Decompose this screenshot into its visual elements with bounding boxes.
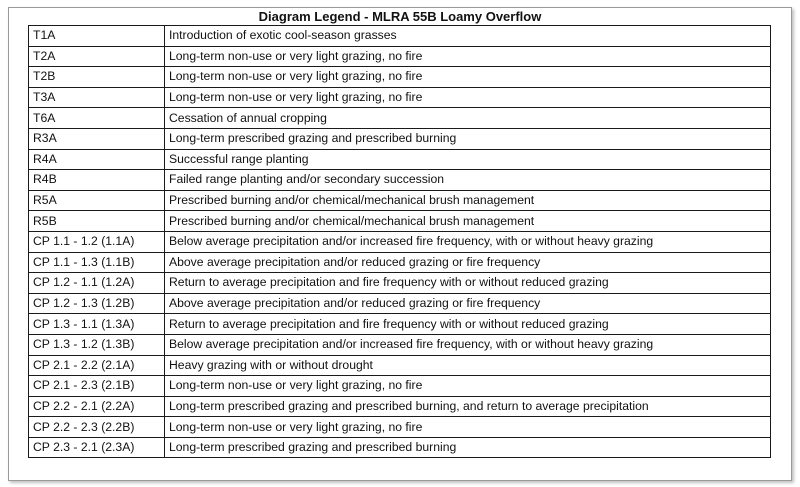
legend-description-cell: Prescribed burning and/or chemical/mechanical brush management	[165, 211, 771, 232]
legend-description-cell: Introduction of exotic cool-season grasses	[165, 26, 771, 47]
legend-description-cell: Return to average precipitation and fire frequency with or without reduced grazing	[165, 273, 771, 294]
legend-description-cell: Below average precipitation and/or increased fire frequency, with or without heavy grazing	[165, 334, 771, 355]
table-row	[29, 128, 771, 149]
table-row	[29, 334, 771, 355]
legend-code-cell: CP 2.2 - 2.3 (2.2B)	[29, 417, 165, 438]
legend-code-cell: CP 2.3 - 2.1 (2.3A)	[29, 437, 165, 458]
legend-code-cell: CP 1.1 - 1.3 (1.1B)	[29, 252, 165, 273]
table-row	[29, 437, 771, 458]
legend-code-cell: CP 1.1 - 1.2 (1.1A)	[29, 231, 165, 252]
table-row	[29, 149, 771, 170]
legend-description-cell: Long-term prescribed grazing and prescribed burning	[165, 128, 771, 149]
legend-description-cell: Long-term non-use or very light grazing, no fire	[165, 376, 771, 397]
legend-description-cell: Return to average precipitation and fire frequency with or without reduced grazing	[165, 314, 771, 335]
table-row	[29, 252, 771, 273]
legend-description-cell: Cessation of annual cropping	[165, 108, 771, 129]
legend-code-cell: T1A	[29, 26, 165, 47]
legend-code-cell: CP 2.2 - 2.1 (2.2A)	[29, 396, 165, 417]
table-row	[29, 108, 771, 129]
legend-code-cell: R4A	[29, 149, 165, 170]
legend-code-cell: T2A	[29, 46, 165, 67]
legend-description-cell: Long-term non-use or very light grazing, no fire	[165, 67, 771, 88]
legend-code-cell: CP 1.3 - 1.1 (1.3A)	[29, 314, 165, 335]
legend-code-cell: T3A	[29, 87, 165, 108]
legend-title: Diagram Legend - MLRA 55B Loamy Overflow	[258, 9, 542, 24]
legend-description-cell: Above average precipitation and/or reduced grazing or fire frequency	[165, 252, 771, 273]
legend-code-cell: T2B	[29, 67, 165, 88]
table-row	[29, 293, 771, 314]
legend-description-cell: Long-term non-use or very light grazing, no fire	[165, 417, 771, 438]
table-row	[29, 231, 771, 252]
table-row	[29, 26, 771, 47]
legend-description-cell: Prescribed burning and/or chemical/mechanical brush management	[165, 190, 771, 211]
legend-description-cell: Long-term non-use or very light grazing, no fire	[165, 87, 771, 108]
table-row	[29, 417, 771, 438]
legend-code-cell: R5B	[29, 211, 165, 232]
legend-code-cell: R5A	[29, 190, 165, 211]
table-row	[29, 211, 771, 232]
legend-description-cell: Failed range planting and/or secondary succession	[165, 170, 771, 191]
legend-code-cell: CP 2.1 - 2.2 (2.1A)	[29, 355, 165, 376]
table-row	[29, 376, 771, 397]
legend-description-cell: Below average precipitation and/or increased fire frequency, with or without heavy grazing	[165, 231, 771, 252]
legend-code-cell: CP 1.2 - 1.3 (1.2B)	[29, 293, 165, 314]
legend-description-cell: Long-term non-use or very light grazing, no fire	[165, 46, 771, 67]
table-row	[29, 170, 771, 191]
legend-code-cell: CP 1.2 - 1.1 (1.2A)	[29, 273, 165, 294]
table-row	[29, 314, 771, 335]
legend-table-body	[29, 26, 771, 458]
legend-description-cell: Long-term prescribed grazing and prescribed burning	[165, 437, 771, 458]
legend-description-cell: Above average precipitation and/or reduced grazing or fire frequency	[165, 293, 771, 314]
table-row	[29, 396, 771, 417]
legend-description-cell: Heavy grazing with or without drought	[165, 355, 771, 376]
legend-code-cell: T6A	[29, 108, 165, 129]
legend-code-cell: R4B	[29, 170, 165, 191]
legend-table	[28, 25, 771, 458]
table-row	[29, 87, 771, 108]
table-row	[29, 273, 771, 294]
table-row	[29, 67, 771, 88]
table-row	[29, 190, 771, 211]
table-row	[29, 355, 771, 376]
legend-code-cell: CP 1.3 - 1.2 (1.3B)	[29, 334, 165, 355]
legend-code-cell: CP 2.1 - 2.3 (2.1B)	[29, 376, 165, 397]
legend-code-cell: R3A	[29, 128, 165, 149]
legend-description-cell: Long-term prescribed grazing and prescribed burning, and return to average precipitation	[165, 396, 771, 417]
legend-description-cell: Successful range planting	[165, 149, 771, 170]
table-row	[29, 46, 771, 67]
